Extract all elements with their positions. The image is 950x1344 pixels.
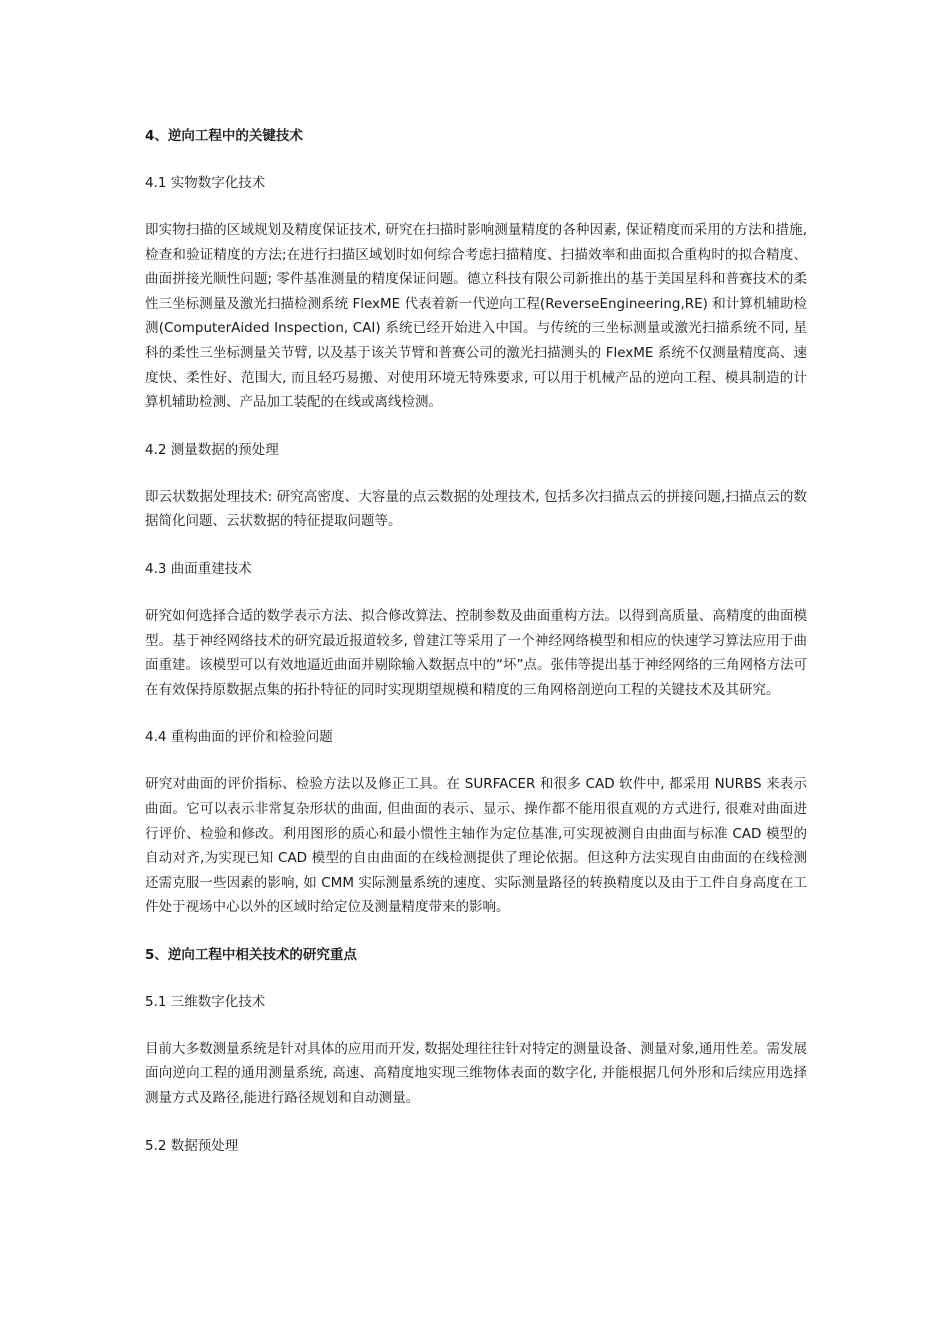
section-4-2-body: 即云状数据处理技术: 研究高密度、大容量的点云数据的处理技术, 包括多次扫描点云的拼接问题,扫描点云的数据简化问题、云状数据的特征提取问题等。	[145, 488, 807, 530]
document-page	[145, 124, 807, 1181]
section-5-1-body: 目前大多数测量系统是针对具体的应用而开发, 数据处理往往针对特定的测量设备、测量对象,通用性差。需发展面向逆向工程的通用测量系统, 高速、高精度地实现三维物体表面的数字化, 并能根据几何外形和后续应用选择测量方式及路径,能进行路径规划和自动测量。	[145, 1040, 807, 1107]
section-4-3-heading: 4.3 曲面重建技术	[145, 560, 252, 577]
section-4-4-body: 研究对曲面的评价指标、检验方法以及修正工具。在 SURFACER 和很多 CAD 软件中, 都采用 NURBS 来表示曲面。它可以表示非常复杂形状的曲面, 但曲面的表示、显示、操作都不能用很直观的方式进行, 很难对曲面进行评价、检验和修改。利用图形的质心和最小惯性主轴作为定位基准,可实现被测自由曲面与标准 CAD 模型的自动对齐,为实现已知 CAD 模型的自由曲面的在线检测提供了理论依据。但这种方法实现自由曲面的在线检测还需克服一些因素的影响, 如 CMM 实际测量系统的速度、实际测量路径的转换精度以及由于工件自身高度在工件处于视场中心以外的区域时给定位及测量精度带来的影响。	[145, 776, 807, 916]
section-5-1-heading: 5.1 三维数字化技术	[145, 993, 266, 1010]
section-5-heading: 5、逆向工程中相关技术的研究重点	[145, 946, 357, 963]
section-4-heading: 4、逆向工程中的关键技术	[145, 128, 303, 144]
section-4-1-heading: 4.1 实物数字化技术	[145, 175, 266, 191]
section-5-2-heading: 5.2 数据预处理	[145, 1137, 239, 1154]
section-4-4-heading: 4.4 重构曲面的评价和检验问题	[145, 729, 333, 746]
section-4-3-body: 研究如何选择合适的数学表示方法、拟合修改算法、控制参数及曲面重构方法。以得到高质量、高精度的曲面模型。基于神经网络技术的研究最近报道较多, 曾建江等采用了一个神经网络模型和相应的快速学习算法应用于曲面重建。该模型可以有效地逼近曲面并剔除输入数据点中的“坏”点。张伟等提出基于神经网络的三角网格方法可在有效保持原数据点集的拓扑特征的同时实现期望规模和精度的三角网格剖逆向工程的关键技术及其研究。	[145, 607, 807, 698]
section-4-1-body: 即实物扫描的区域规划及精度保证技术, 研究在扫描时影响测量精度的各种因素, 保证精度而采用的方法和措施, 检查和验证精度的方法;在进行扫描区域划时如何综合考虑扫描精度、扫描效率和曲面拟合重构时的拟合精度、曲面拼接光顺性问题; 零件基准测量的精度保证问题。德立科技有限公司新推出的基于美国星科和普赛技术的柔性三坐标测量及激光扫描检测系统 FlexME 代表着新一代逆向工程(ReverseEngineering,RE) 和计算机辅助检测(ComputerAided Inspection, CAI) 系统已经开始进入中国。与传统的三坐标测量或激光扫描系统不同, 星科的柔性三坐标测量关节臂, 以及基于该关节臂和普赛公司的激光扫描测头的 FlexME 系统不仅测量精度高、速度快、柔性好、范围大, 而且轻巧易搬、对使用环境无特殊要求, 可以用于机械产品的逆向工程、模具制造的计算机辅助检测、产品加工装配的在线或离线检测。	[145, 222, 807, 411]
section-4-2-heading: 4.2 测量数据的预处理	[145, 441, 279, 458]
